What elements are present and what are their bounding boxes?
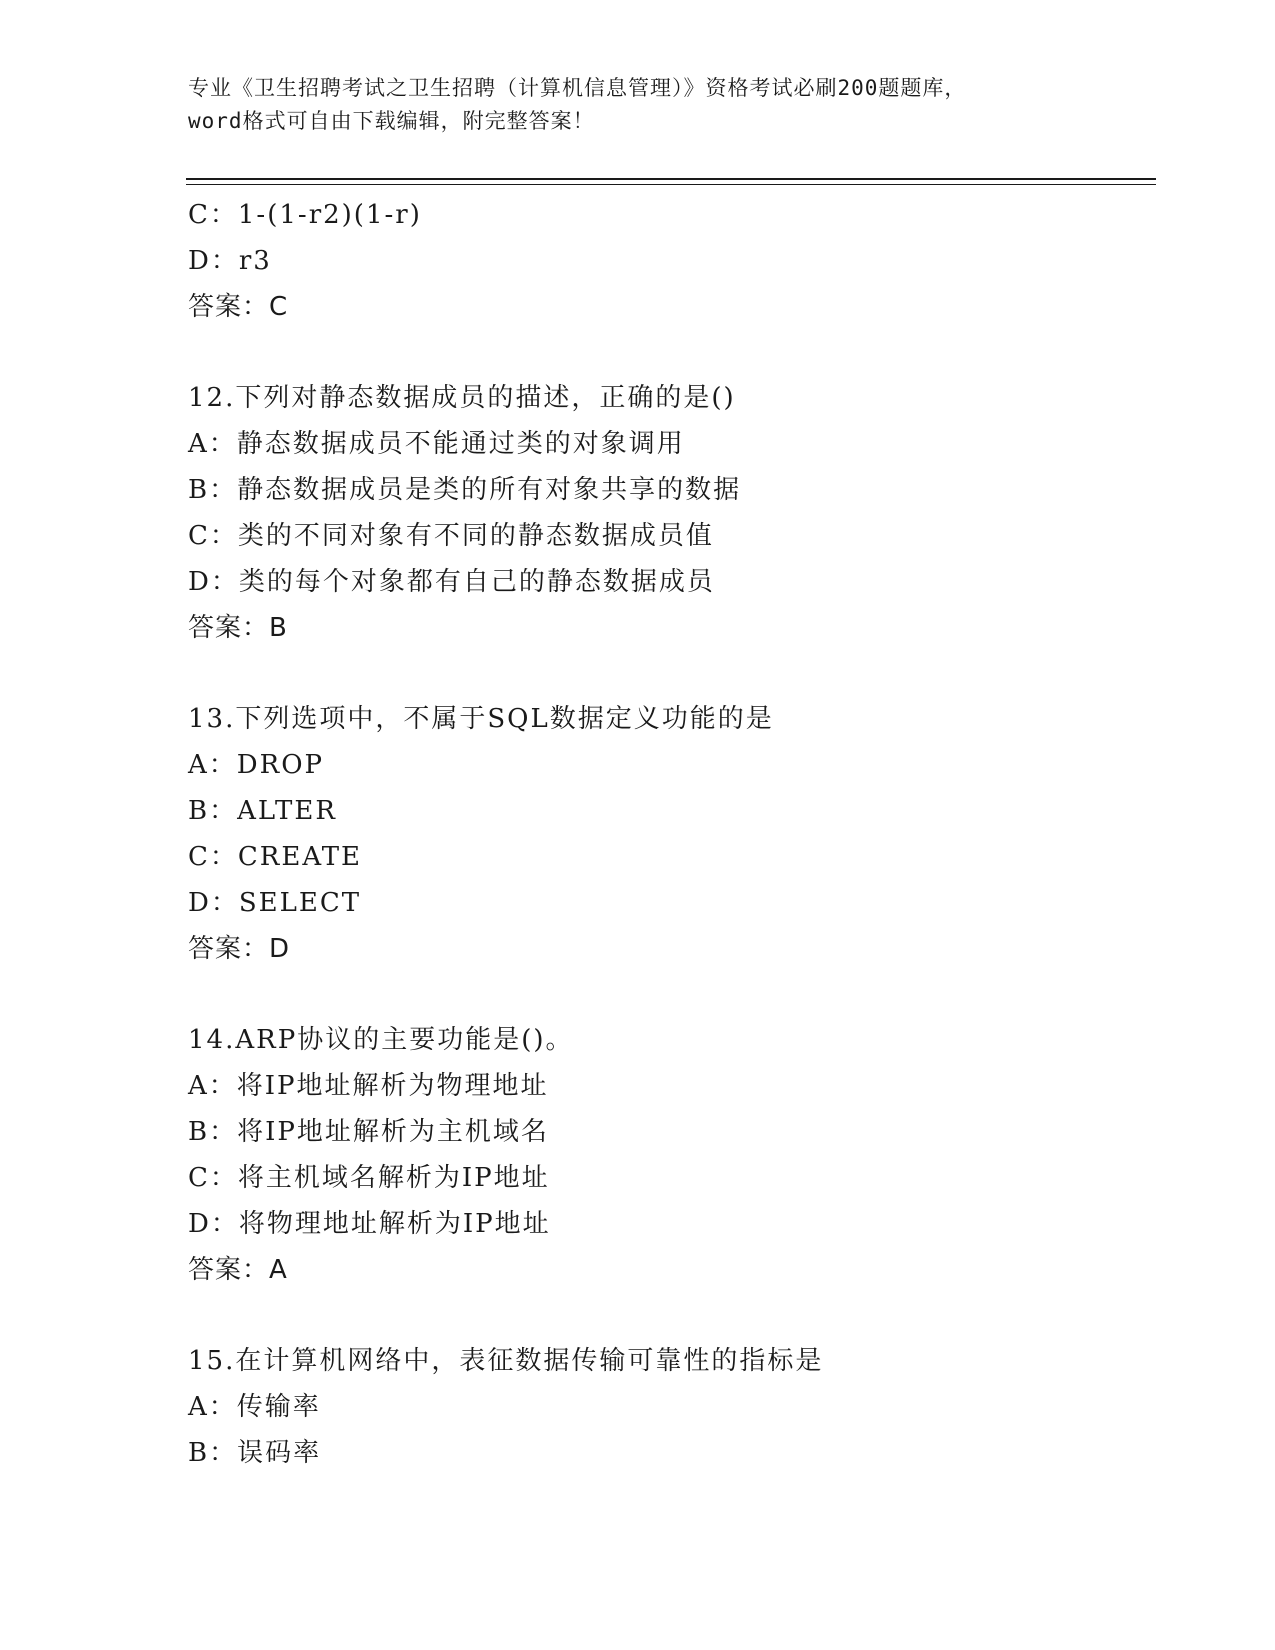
question-stem: 12.下列对静态数据成员的描述，正确的是() xyxy=(188,383,736,413)
option-b: B：静态数据成员是类的所有对象共享的数据 xyxy=(188,475,742,505)
question-15 xyxy=(188,1338,1148,1476)
option-c: C：将主机域名解析为IP地址 xyxy=(188,1163,550,1193)
header-divider xyxy=(186,178,1156,180)
option-c: C：1-(1-r2)(1-r) xyxy=(188,200,422,230)
answer-line: 答案：A xyxy=(188,1255,288,1285)
spacer xyxy=(188,330,1148,375)
option-b: B：ALTER xyxy=(188,796,337,826)
question-stem: 15.在计算机网络中，表征数据传输可靠性的指标是 xyxy=(188,1346,824,1376)
question-content xyxy=(188,192,1148,1476)
option-d: D：r3 xyxy=(188,246,272,276)
document-header xyxy=(188,72,1088,138)
question-13 xyxy=(188,696,1148,972)
spacer xyxy=(188,651,1148,696)
option-a: A：DROP xyxy=(188,750,325,780)
spacer xyxy=(188,972,1148,1017)
header-title-line-1: 专业《卫生招聘考试之卫生招聘（计算机信息管理）》资格考试必刷200题题库， xyxy=(188,76,967,100)
question-12 xyxy=(188,375,1148,651)
option-a: A：静态数据成员不能通过类的对象调用 xyxy=(188,429,685,459)
option-b: B：误码率 xyxy=(188,1438,322,1468)
question-stem: 13.下列选项中，不属于SQL数据定义功能的是 xyxy=(188,704,774,734)
option-a: A：传输率 xyxy=(188,1392,321,1422)
answer-line: 答案：C xyxy=(188,292,289,322)
option-d: D：类的每个对象都有自己的静态数据成员 xyxy=(188,567,715,597)
option-c: C：类的不同对象有不同的静态数据成员值 xyxy=(188,521,714,551)
answer-line: 答案：B xyxy=(188,613,288,643)
carryover-block xyxy=(188,192,1148,330)
question-14 xyxy=(188,1017,1148,1293)
option-d: D：将物理地址解析为IP地址 xyxy=(188,1209,551,1239)
header-divider-thin xyxy=(186,184,1156,185)
option-d: D：SELECT xyxy=(188,888,362,918)
header-title-line-2: word格式可自由下载编辑，附完整答案！ xyxy=(188,109,595,133)
option-b: B：将IP地址解析为主机域名 xyxy=(188,1117,549,1147)
question-stem: 14.ARP协议的主要功能是()。 xyxy=(188,1025,574,1055)
spacer xyxy=(188,1293,1148,1338)
option-a: A：将IP地址解析为物理地址 xyxy=(188,1071,549,1101)
option-c: C：CREATE xyxy=(188,842,363,872)
answer-line: 答案：D xyxy=(188,934,291,964)
